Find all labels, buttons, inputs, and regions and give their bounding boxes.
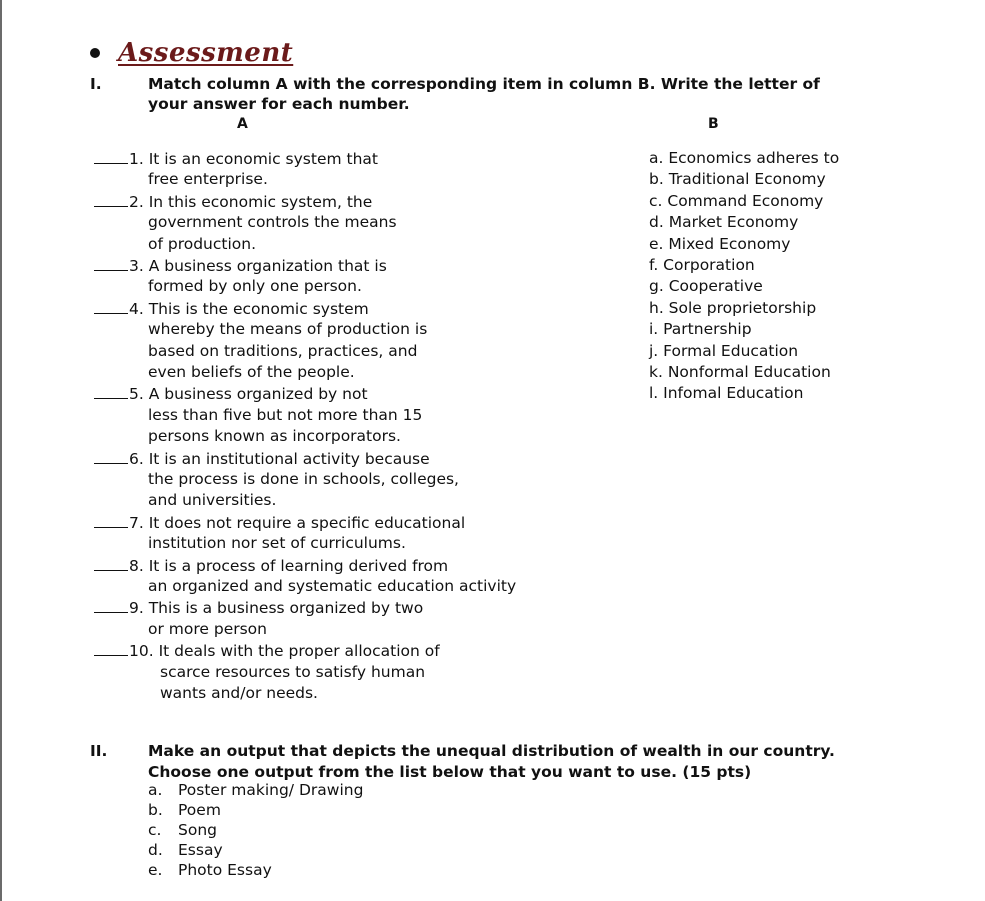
- choice-item: h. Sole proprietorship: [649, 298, 817, 317]
- question-text: 1. It is an economic system that: [129, 150, 378, 168]
- question-item: [94, 448, 430, 470]
- question-text: 9. This is a business organized by two: [129, 599, 424, 618]
- question-item: [94, 597, 423, 619]
- question-continuation: the process is done in schools, colleges,: [148, 470, 459, 488]
- question-continuation: whereby the means of production is: [148, 320, 428, 339]
- question-item: [94, 191, 372, 213]
- choice-item: g. Cooperative: [649, 277, 763, 296]
- question-item: [94, 298, 369, 320]
- question-continuation: formed by only one person.: [148, 277, 362, 296]
- answer-blank[interactable]: [94, 255, 128, 271]
- question-text: 8. It is a process of learning derived from: [129, 556, 449, 575]
- choice-item: d. Market Economy: [649, 213, 799, 232]
- section1-instruction-line2: your answer for each number.: [148, 95, 410, 113]
- question-item: [94, 255, 387, 277]
- question-continuation: or more person: [148, 619, 267, 638]
- question-item: [94, 148, 378, 170]
- output-option: b. Poem: [148, 801, 221, 819]
- choice-item: j. Formal Education: [649, 341, 799, 360]
- question-continuation: of production.: [148, 234, 257, 253]
- output-option: a. Poster making/ Drawing: [148, 781, 364, 799]
- question-continuation: less than five but not more than 15: [148, 405, 423, 424]
- choice-item: e. Mixed Economy: [649, 234, 791, 253]
- output-option: e. Photo Essay: [148, 861, 272, 879]
- choice-item: a. Economics adheres to: [649, 149, 840, 167]
- answer-blank[interactable]: [94, 597, 128, 613]
- question-continuation: institution nor set of curriculums.: [148, 534, 406, 553]
- answer-blank[interactable]: [94, 383, 128, 399]
- output-option: c. Song: [148, 821, 217, 839]
- question-continuation: based on traditions, practices, and: [148, 341, 418, 360]
- section2-instruction-line1: Make an output that depicts the unequal distribution of wealth in our country.: [148, 742, 835, 760]
- question-text: 2. In this economic system, the: [129, 192, 373, 211]
- section2-numeral: II.: [90, 742, 108, 760]
- answer-blank[interactable]: [94, 640, 128, 656]
- section2-instruction-line2: Choose one output from the list below that you want to use. (15 pts): [148, 763, 752, 781]
- choice-item: f. Corporation: [649, 256, 755, 274]
- heading-row: [90, 38, 293, 68]
- question-text: 5. A business organized by not: [129, 385, 368, 404]
- column-a-header: A: [237, 116, 248, 132]
- choice-item: l. Infomal Education: [649, 384, 804, 403]
- page-left-edge: [0, 0, 2, 901]
- page-title: Assessment: [118, 38, 294, 68]
- question-text: 7. It does not require a specific educational: [129, 513, 466, 532]
- output-option: d. Essay: [148, 841, 223, 859]
- question-continuation: wants and/or needs.: [160, 684, 318, 702]
- choice-item: c. Command Economy: [649, 191, 824, 210]
- answer-blank[interactable]: [94, 298, 128, 314]
- question-continuation: government controls the means: [148, 213, 397, 232]
- question-continuation: persons known as incorporators.: [148, 427, 401, 446]
- answer-blank[interactable]: [94, 512, 128, 528]
- question-item: [94, 555, 448, 577]
- question-item: [94, 383, 368, 405]
- bullet-icon: [90, 48, 100, 58]
- question-item: [94, 640, 440, 662]
- question-continuation: and universities.: [148, 491, 277, 510]
- answer-blank[interactable]: [94, 148, 128, 164]
- question-text: 6. It is an institutional activity because: [129, 449, 430, 468]
- question-continuation: free enterprise.: [148, 170, 268, 189]
- section1-numeral: I.: [90, 75, 102, 93]
- choice-item: b. Traditional Economy: [649, 170, 826, 189]
- section1-instruction-line1: Match column A with the corresponding item in column B. Write the letter of: [148, 75, 820, 93]
- answer-blank[interactable]: [94, 448, 128, 464]
- question-item: [94, 512, 465, 534]
- answer-blank[interactable]: [94, 555, 128, 571]
- choice-item: k. Nonformal Education: [649, 363, 831, 381]
- column-b-header: B: [708, 116, 719, 132]
- question-text: 4. This is the economic system: [129, 299, 369, 318]
- choice-item: i. Partnership: [649, 320, 752, 339]
- question-continuation: even beliefs of the people.: [148, 363, 355, 381]
- question-text: 10. It deals with the proper allocation of: [129, 642, 440, 661]
- answer-blank[interactable]: [94, 191, 128, 207]
- question-text: 3. A business organization that is: [129, 257, 387, 275]
- question-continuation: scarce resources to satisfy human: [160, 662, 426, 681]
- question-continuation: an organized and systematic education activity: [148, 577, 517, 595]
